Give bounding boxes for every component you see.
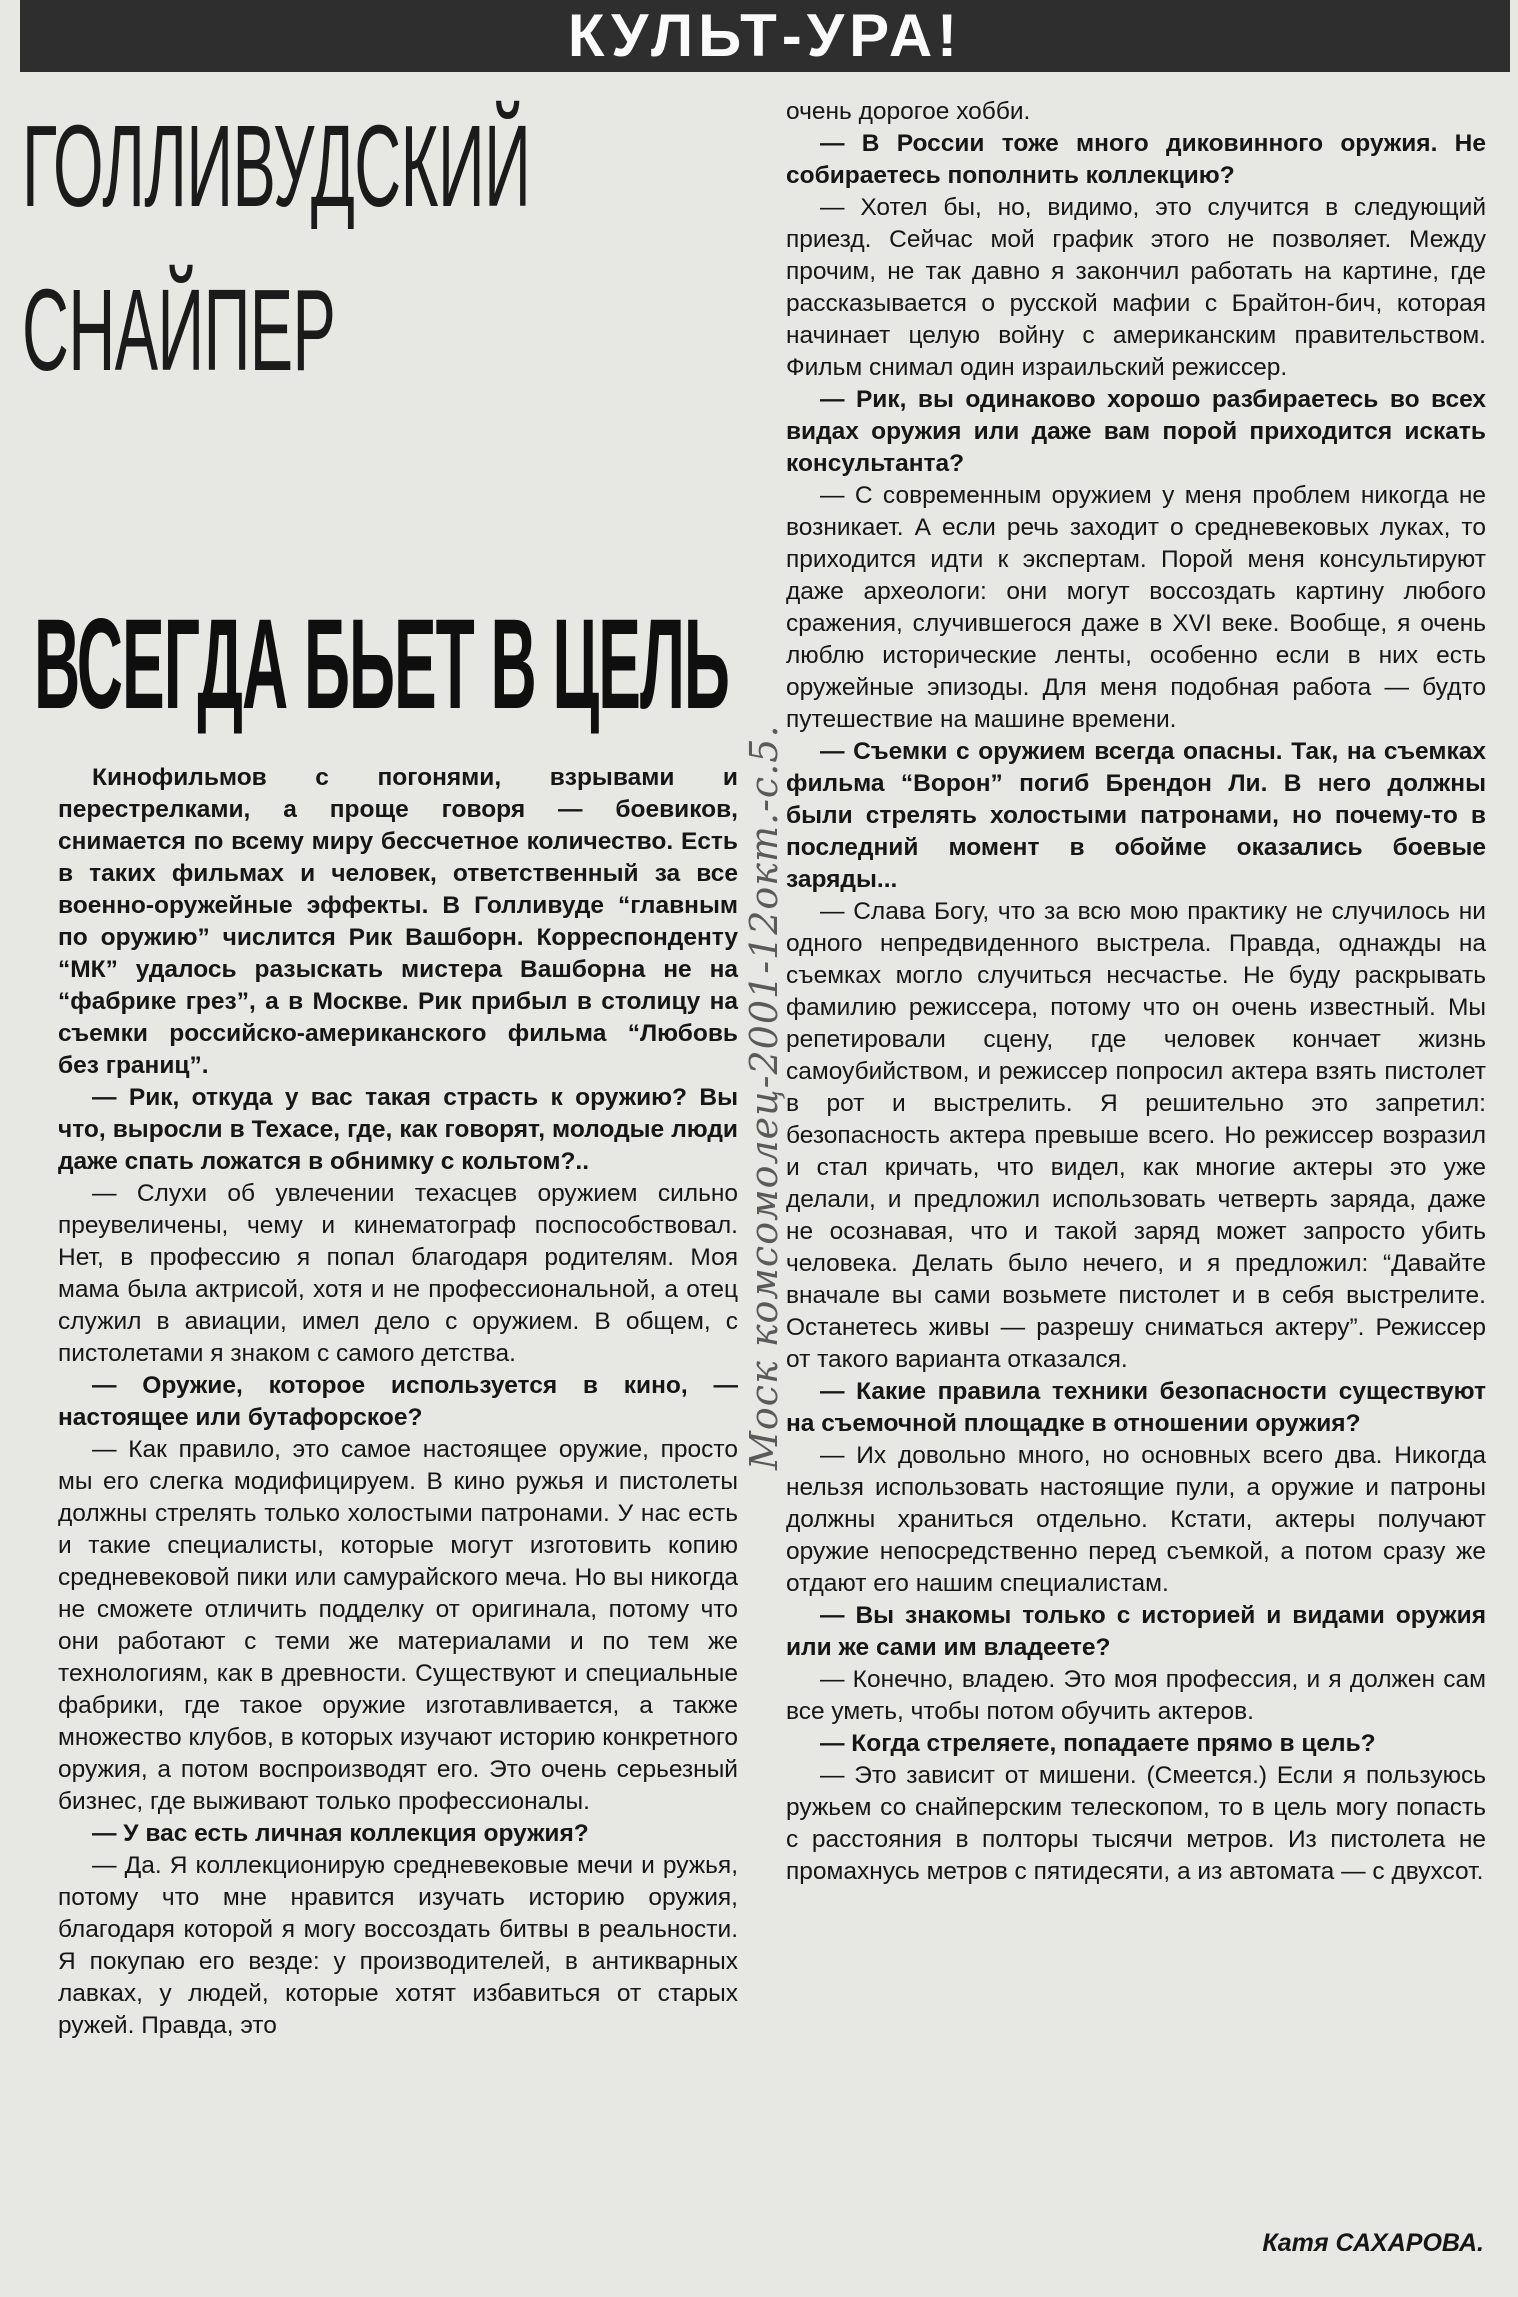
answer: — Это зависит от мишени. (Смеется.) Если я пользуюсь ружьем со снайперским телескопом, то в цель могу попасть с расстояния в полторы тысячи метров. Из пистолета не промахнусь метров с пятидесяти, а из автомата — с двухсот. — [786, 1762, 1486, 1885]
question: — Оружие, которое используется в кино, — настоящее или бутафорское? — [58, 1372, 738, 1431]
answer: — Конечно, владею. Это моя профессия, и я должен сам все уметь, чтобы потом обучить актеров. — [786, 1666, 1486, 1725]
subheadline: ВСЕГДА БЬЕТ В ЦЕЛЬ — [34, 593, 729, 736]
question: — Съемки с оружием всегда опасны. Так, на съемках фильма “Ворон” погиб Брендон Ли. В него должны были стрелять холостыми патронами, но почему-то в последний момент в обойме оказались боевые заряды... — [786, 738, 1486, 893]
headline-line-1: ГОЛЛИВУДСКИЙ — [22, 101, 531, 231]
answer: — Их довольно много, но основных всего два. Никогда нельзя использовать настоящие пули, а оружие и патроны должны храниться отдельно. Кстати, актеры получают оружие непосредственно перед съемкой, а потом сразу же отдают его нашим специалистам. — [786, 1442, 1486, 1597]
answer: — Хотел бы, но, видимо, это случится в следующий приезд. Сейчас мой график этого не позволяет. Между прочим, не так давно я закончил работать на картине, где рассказывается о русской мафии с Брайтон-бич, которая начинает целую войну с американским правительством. Фильм снимал один израильский режиссер. — [786, 194, 1486, 381]
answer: — Слава Богу, что за всю мою практику не случилось ни одного непредвиденного выстрела. Правда, однажды на съемках могло случиться несчастье. Не буду раскрывать фамилию режиссера, потому что он очень известный. Мы репетировали сцену, где человек кончает жизнь самоубийством, и режиссер попросил актера взять пистолет в рот и выстрелить. Я решительно это запретил: безопасность актера превыше всего. Но режиссер возразил и стал кричать, что видел, как многие актеры это уже делали, и предложил использовать четверть заряда, даже не осознавая, что и такой заряд может запросто убить человека. Делать было нечего, и я предложил: “Давайте вначале вы сами возьмете пистолет и в себя выстрелите. Останетесь живы — разрешу сниматься актеру”. Режиссер от такого варианта отказался. — [786, 898, 1486, 1373]
question: — Вы знакомы только с историей и видами оружия или же сами им владеете? — [786, 1602, 1486, 1661]
headline — [22, 101, 531, 395]
handwritten-note: Моск комсомолец-2001-12окт.-с.5. — [742, 724, 786, 1470]
question: — Рик, вы одинаково хорошо разбираетесь во всех видах оружия или даже вам порой приходится искать консультанта? — [786, 386, 1486, 477]
answer: — С современным оружием у меня проблем никогда не возникает. А если речь заходит о средневековых луках, то приходится идти к экспертам. Порой меня консультируют даже археологи: они могут воссоздать картину любого сражения, случившегося даже в XVI веке. Вообще, я очень люблю исторические ленты, особенно если в них есть оружейные эпизоды. Для меня подобная работа — будто путешествие на машине времени. — [786, 482, 1486, 733]
question: — Рик, откуда у вас такая страсть к оружию? Вы что, выросли в Техасе, где, как говорят, молодые люди даже спать ложатся в обнимку с кольтом?.. — [58, 1084, 738, 1175]
answer: — Как правило, это самое настоящее оружие, просто мы его слегка модифицируем. В кино ружья и пистолеты должны стрелять только холостыми патронами. У нас есть и такие специалисты, которые могут изготовить копию средневековой пики или самурайского меча. Но вы никогда не сможете отличить подделку от оригинала, потому что они работают с теми же материалами и по тем же технологиям, как в древности. Существуют и специальные фабрики, где такое оружие изготавливается, а также множество клубов, в которых изучают историю конкретного оружия, а потом воспроизводят его. Это очень серьезный бизнес, где выживают только профессионалы. — [58, 1436, 738, 1815]
author-byline: Катя САХАРОВА. — [1262, 2229, 1484, 2257]
article-column-right — [786, 96, 1486, 1888]
section-banner: КУЛЬТ-УРА! — [20, 0, 1510, 72]
answer: — Да. Я коллекционирую средневековые мечи и ружья, потому что мне нравится изучать историю оружия, благодаря которой я могу воссоздать битвы в реальности. Я покупаю его везде: у производителей, в антикварных лавках, у людей, которые хотят избавиться от старых ружей. Правда, это — [58, 1852, 738, 2039]
article-column-left — [58, 762, 738, 2042]
question: — В России тоже много диковинного оружия. Не собираетесь пополнить коллекцию? — [786, 130, 1486, 189]
answer-continued: очень дорогое хобби. — [786, 98, 1031, 125]
answer: — Слухи об увлечении техасцев оружием сильно преувеличены, чему и кинематограф поспособствовал. Нет, в профессию я попал благодаря родителям. Моя мама была актрисой, хотя и не профессиональной, а отец служил в авиации, имел дело с оружием. В общем, с пистолетами я знаком с самого детства. — [58, 1180, 738, 1367]
headline-line-2: СНАЙПЕР — [22, 265, 336, 395]
question: — Когда стреляете, попадаете прямо в цель? — [820, 1730, 1376, 1757]
question: — Какие правила техники безопасности существуют на съемочной площадке в отношении оружия? — [786, 1378, 1486, 1437]
lead-paragraph: Кинофильмов с погонями, взрывами и перестрелками, а проще говоря — боевиков, снимается по всему миру бессчетное количество. Есть в таких фильмах и человек, ответственный за все военно-оружейные эффекты. В Голливуде “главным по оружию” числится Рик Вашборн. Корреспонденту “МК” удалось разыскать мистера Вашборна не на “фабрике грез”, а в Москве. Рик прибыл в столицу на съемки российско-американского фильма “Любовь без границ”. — [58, 764, 738, 1079]
question: — У вас есть личная коллекция оружия? — [92, 1820, 589, 1847]
